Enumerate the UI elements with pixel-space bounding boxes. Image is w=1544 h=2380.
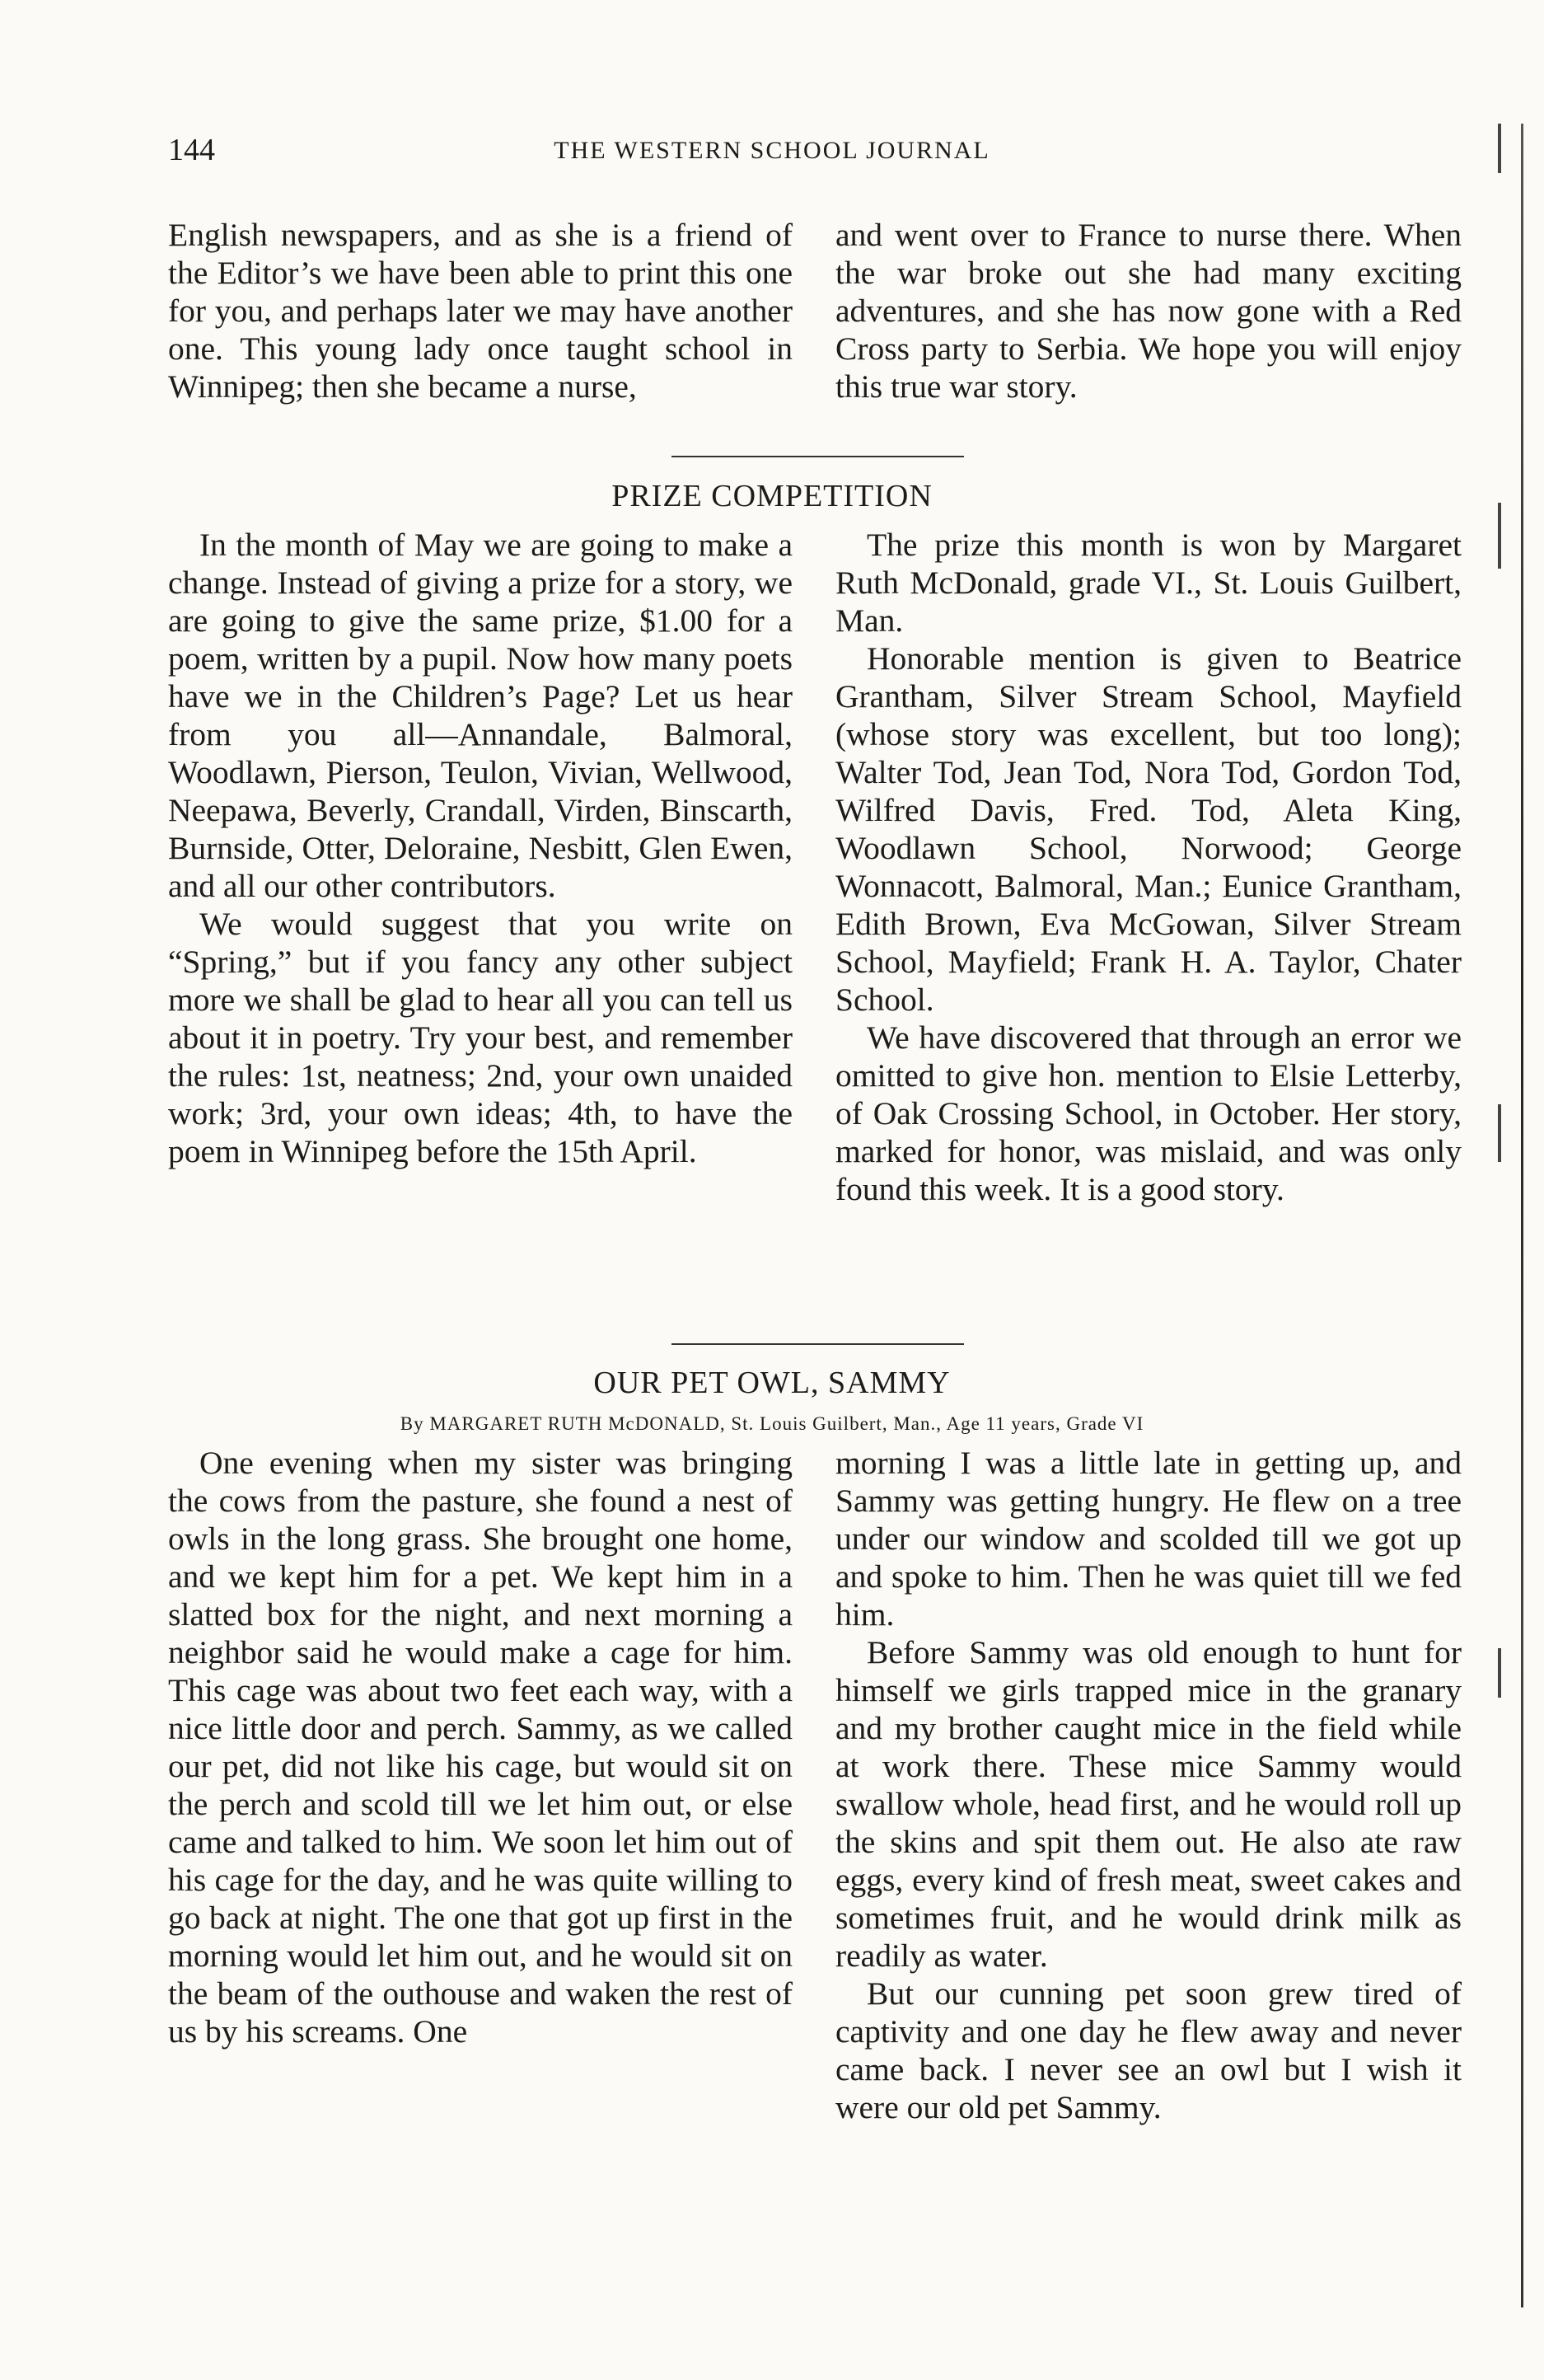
story-byline: By MARGARET RUTH McDONALD, St. Louis Guilbert, Man., Age 11 years, Grade VI: [400, 1413, 1144, 1434]
scan-edge-mark: [1498, 1104, 1501, 1162]
intro-left-column: [168, 216, 793, 405]
story-left-column: [168, 1444, 793, 2050]
prize-paragraph: We have discovered that through an error we omitted to give hon. mention to Elsie Letterby, of Oak Crossing School, in October. Her story, marked for honor, was mislaid, and was only found this week. It is a good story.: [835, 1019, 1462, 1207]
running-head: THE WESTERN SCHOOL JOURNAL: [554, 137, 990, 164]
story-paragraph: morning I was a little late in getting up, and Sammy was getting hungry. He flew on a tree under our window and scolded till we got up and spoke to him. Then he was quiet till we fed him.: [835, 1445, 1462, 1633]
scan-edge-mark: [1498, 1648, 1501, 1698]
story-paragraph: One evening when my sister was bringing the cows from the pasture, she found a nest of owls in the long grass. She brought one home, and we kept him for a pet. We kept him in a slatted box for the night, and next morning a neighbor said he would make a cage for him. This cage was about two feet each way, with a nice little door and perch. Sammy, as we called our pet, did not like his cage, but would sit on the perch and scold till we let him out, or else came and talked to him. We soon let him out of his cage for the day, and he was quite willing to go back at night. The one that got up first in the morning would let him out, and he would sit on the beam of the outhouse and waken the rest of us by his screams. One: [168, 1445, 793, 2050]
page-number: 144: [168, 133, 215, 167]
intro-paragraph: and went over to France to nurse there. When the war broke out she had many exciting adventures, and she has now gone with a Red Cross party to Serbia. We hope you will enjoy this true war story.: [835, 217, 1462, 405]
prize-paragraph: In the month of May we are going to make a change. Instead of giving a prize for a story, we are going to give the same prize, $1.00 for a poem, written by a pupil. Now how many poets have we in the Children’s Page? Let us hear from you all—Annandale, Balmoral, Woodlawn, Pierson, Teulon, Vivian, Wellwood, Neepawa, Beverly, Crandall, Virden, Binscarth, Burnside, Otter, Deloraine, Nesbitt, Glen Ewen, and all our other contributors.: [168, 527, 793, 904]
story-title: OUR PET OWL, SAMMY: [593, 1366, 951, 1400]
scan-edge-mark: [1498, 124, 1501, 173]
prize-competition-title: PRIZE COMPETITION: [611, 479, 933, 513]
story-paragraph: Before Sammy was old enough to hunt for himself we girls trapped mice in the granary and my brother caught mice in the field while at work there. These mice Sammy would swallow whole, head first, and he would roll up the skins and spit them out. He also ate raw eggs, every kind of fresh meat, sweet cakes and sometimes fruit, and he would drink milk as readily as water.: [835, 1634, 1462, 1974]
intro-right-column: [835, 216, 1462, 405]
prize-paragraph: The prize this month is won by Margaret Ruth McDonald, grade VI., St. Louis Guilbert, Man.: [835, 527, 1462, 639]
prize-paragraph: We would suggest that you write on “Spring,” but if you fancy any other subject more we shall be glad to hear all you can tell us about it in poetry. Try your best, and remember the rules: 1st, neatness; 2nd, your own unaided work; 3rd, your own ideas; 4th, to have the poem in Winnipeg before the 15th April.: [168, 906, 793, 1169]
section-divider: [671, 1343, 964, 1345]
intro-paragraph: English newspapers, and as she is a friend of the Editor’s we have been able to print this one for you, and perhaps later we may have another one. This young lady once taught school in Winnipeg; then she became a nurse,: [168, 217, 793, 405]
prize-paragraph: Honorable mention is given to Beatrice Grantham, Silver Stream School, Mayfield (whose story was excellent, but too long); Walter Tod, Jean Tod, Nora Tod, Gordon Tod, Wilfred Davis, Fred. Tod, Aleta King, Woodlawn School, Norwood; George Wonnacott, Balmoral, Man.; Eunice Grantham, Edith Brown, Eva McGowan, Silver Stream School, Mayfield; Frank H. A. Taylor, Chater School.: [835, 640, 1462, 1018]
prize-left-column: [168, 526, 793, 1170]
scan-edge-mark: [1498, 503, 1501, 569]
section-divider: [671, 456, 964, 457]
scan-edge-line: [1521, 124, 1523, 2307]
story-paragraph: But our cunning pet soon grew tired of captivity and one day he flew away and never came back. I never see an owl but I wish it were our old pet Sammy.: [835, 1975, 1462, 2125]
story-right-column: [835, 1444, 1462, 2126]
prize-right-column: [835, 526, 1462, 1208]
